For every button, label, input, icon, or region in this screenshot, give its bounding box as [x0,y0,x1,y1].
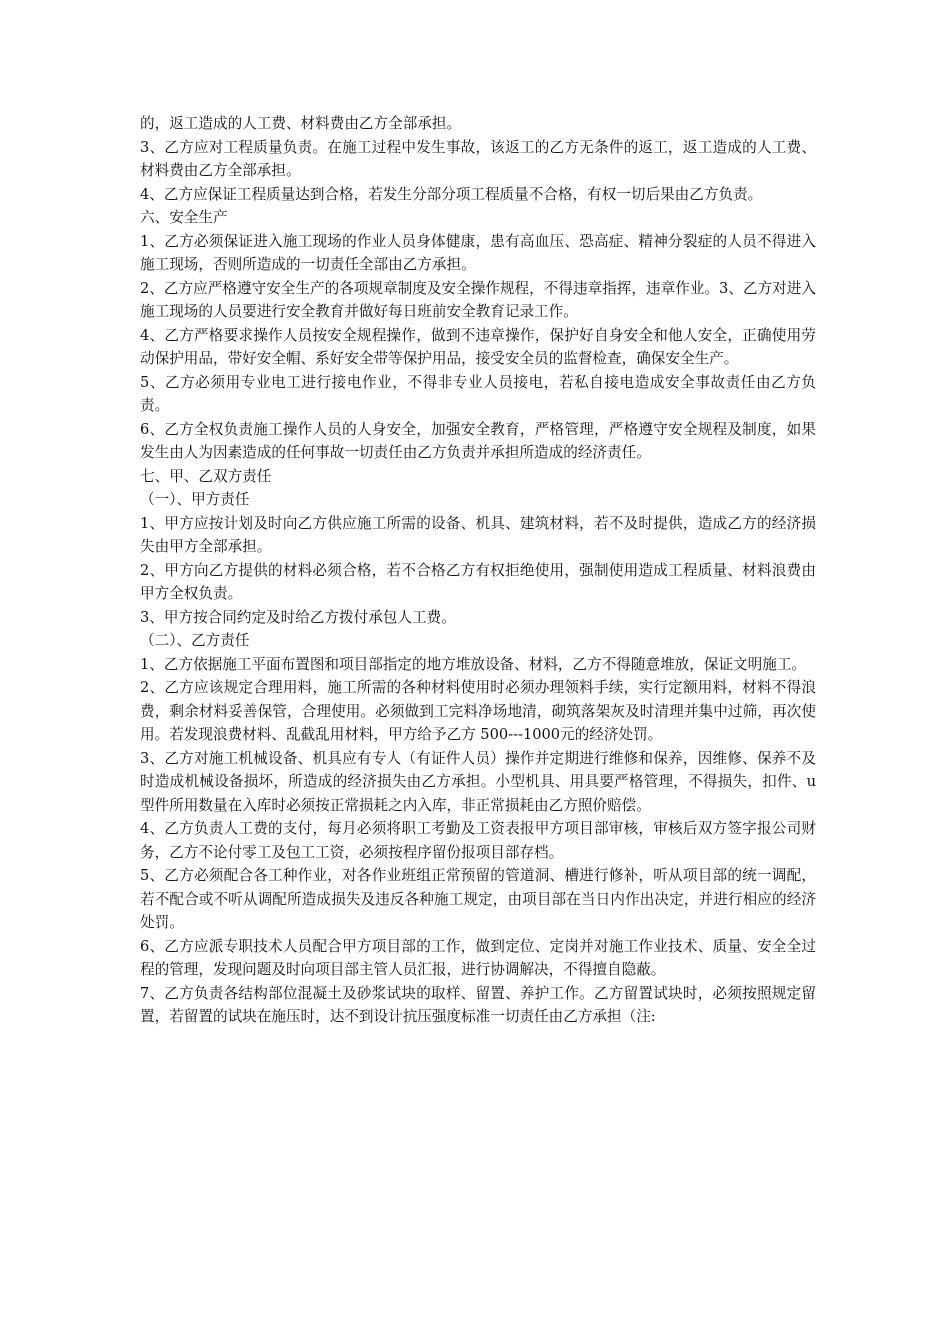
paragraph: 1、乙方必须保证进入施工现场的作业人员身体健康，患有高血压、恐高症、精神分裂症的人员不得进入施工现场，否则所造成的一切责任全部由乙方承担。 [140,232,816,273]
paragraph: 4、乙方负责人工费的支付，每月必须将职工考勤及工资表报甲方项目部审核，审核后双方签字报公司财务，乙方不论付零工及包工工资，必须按程序留份报项目部存档。 [140,820,816,861]
paragraph: 3、乙方应对工程质量负责。在施工过程中发生事故，该返工的乙方无条件的返工，返工造成的人工费、材料费由乙方全部承担。 [140,138,816,179]
section-heading: 七、甲、乙双方责任 [140,467,272,485]
paragraph: 1、甲方应按计划及时向乙方供应施工所需的设备、机具、建筑材料，若不及时提供，造成乙方的经济损失由甲方全部承担。 [140,514,816,555]
subsection-heading: （一）、甲方责任 [140,491,250,508]
paragraph: 5、乙方必须用专业电工进行接电作业，不得非专业人员接电，若私自接电造成安全事故责任由乙方负责。 [140,373,816,414]
paragraph: 2、乙方应严格遵守安全生产的各项规章制度及安全操作规程，不得违章指挥，违章作业。3、乙方对进入施工现场的人员要进行安全教育并做好每日班前安全教育记录工作。 [140,279,816,320]
paragraph: 2、甲方向乙方提供的材料必须合格，若不合格乙方有权拒绝使用，强制使用造成工程质量、材料浪费由甲方全权负责。 [140,561,816,602]
paragraph: 3、甲方按合同约定及时给乙方拨付承包人工费。 [140,608,456,626]
paragraph: 的，返工造成的人工费、材料费由乙方全部承担。 [140,115,462,132]
paragraph: 5、乙方必须配合各工种作业，对各作业班组正常预留的管道洞、槽进行修补，听从项目部的统一调配，若不配合或不听从调配所造成损失及违反各种施工规定，由项目部在当日内作出决定，并进行相应的经济处罚。 [140,867,816,931]
paragraph: 7、乙方负责各结构部位混凝土及砂浆试块的取样、留置、养护工作。乙方留置试块时，必须按照规定留置，若留置的试块在施压时，达不到设计抗压强度标准一切责任由乙方承担（注: [140,984,816,1025]
paragraph: 4、乙方应保证工程质量达到合格，若发生分部分项工程质量不合格，有权一切后果由乙方负责。 [140,185,763,203]
paragraph: 3、乙方对施工机械设备、机具应有专人（有证件人员）操作并定期进行维修和保养，因维修、保养不及时造成机械设备损坏，所造成的经济损失由乙方承担。小型机具、用具要严格管理，不得损失，扣件、u 型件所用数量在入库时必须按正常损耗之内入库，非正常损耗由乙方照价赔偿。 [140,749,816,814]
subsection-heading: （二）、乙方责任 [140,632,250,649]
paragraph: 1、乙方依据施工平面布置图和项目部指定的地方堆放设备、材料，乙方不得随意堆放，保证文明施工。 [140,655,807,673]
paragraph: 2、乙方应该规定合理用料，施工所需的各种材料使用时必须办理领料手续，实行定额用料，材料不得浪费，剩余材料妥善保管，合理使用。必须做到工完料净场地清，砌筑落架灰及时清理并集中过筛，再次使用。若发现浪费材料、乱截乱用材料，甲方给予乙方 500---1000元的经济处罚。 [140,679,816,743]
paragraph: 4、乙方严格要求操作人员按安全规程操作，做到不违章操作，保护好自身安全和他人安全，正确使用劳动保护用品，带好安全帽、系好安全带等保护用品，接受安全员的监督检查，确保安全生产。 [140,326,816,367]
section-heading: 六、安全生产 [140,209,228,226]
document-page [140,112,816,1029]
paragraph: 6、乙方全权负责施工操作人员的人身安全，加强安全教育，严格管理，严格遵守安全规程及制度，如果发生由人为因素造成的任何事故一切责任由乙方负责并承担所造成的经济责任。 [140,420,816,461]
paragraph: 6、乙方应派专职技术人员配合甲方项目部的工作，做到定位、定岗并对施工作业技术、质量、安全全过程的管理，发现问题及时向项目部主管人员汇报，进行协调解决，不得擅自隐蔽。 [140,937,816,978]
